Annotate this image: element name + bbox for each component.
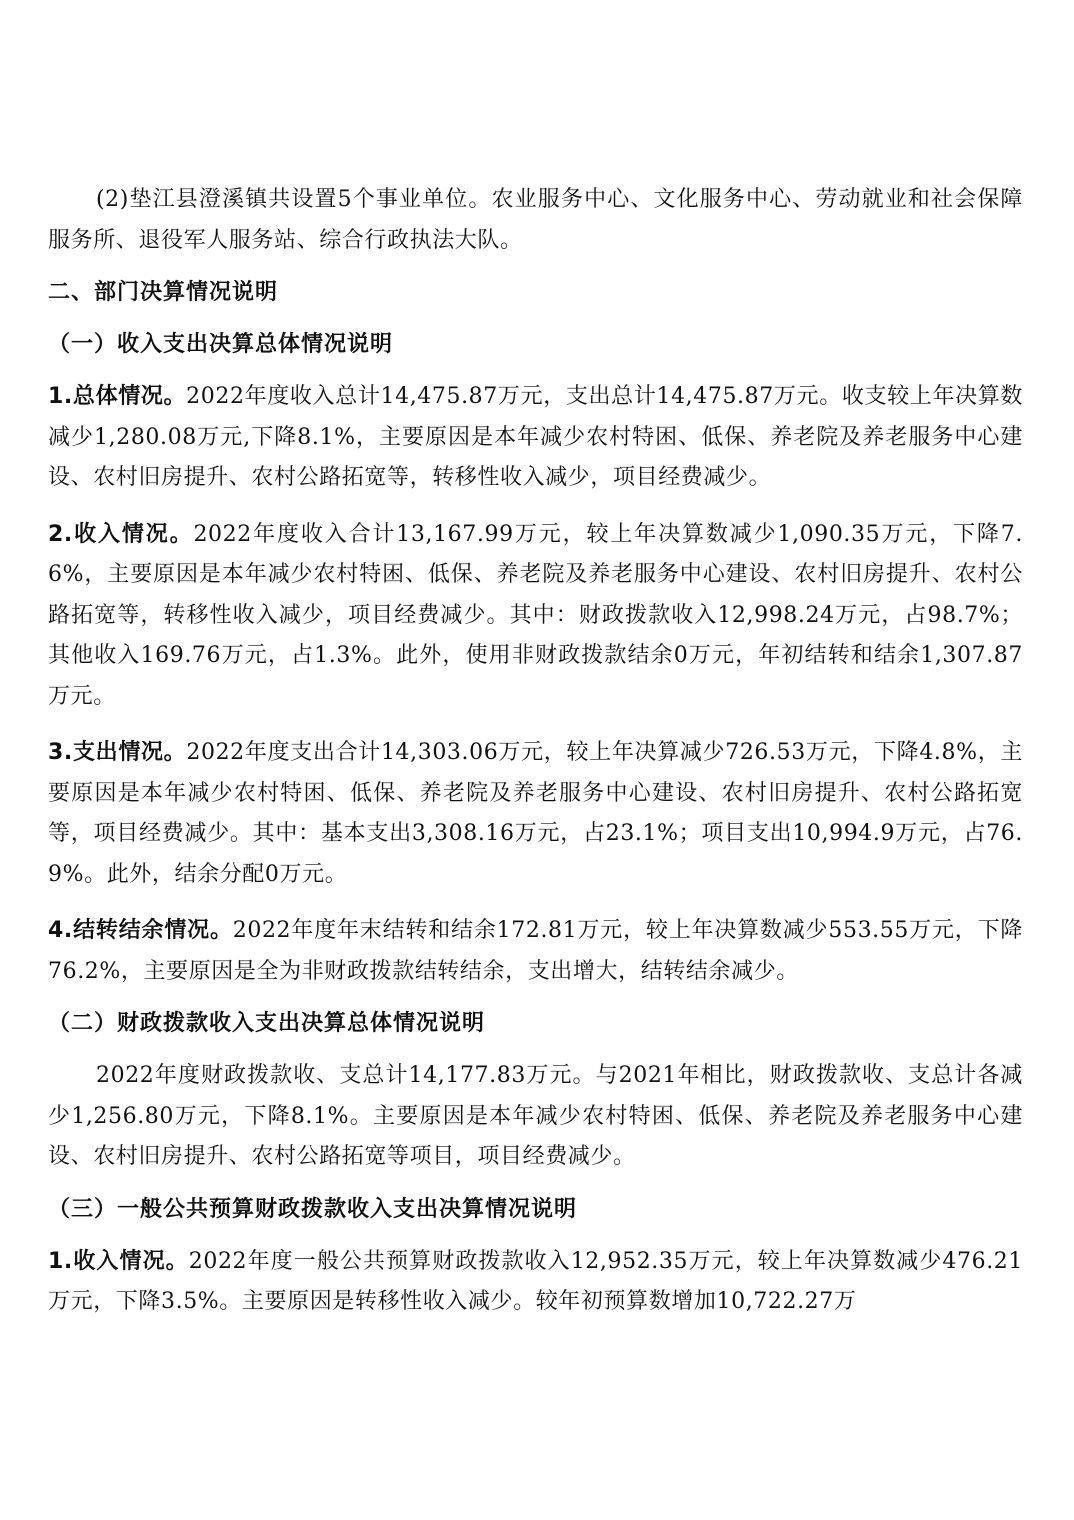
subsection-heading-3: （三）一般公共预算财政拨款收入支出决算情况说明 <box>48 1196 578 1222</box>
item-lead: 2.收入情况。 <box>48 521 194 547</box>
paragraph-carryover <box>48 911 1023 992</box>
item-text: 2022年度年末结转和结余172.81万元，较上年决算数减少553.55万元，下降76.2%，主要原因是全为非财政拨款结转结余，支出增大，结转结余减少。 <box>48 918 1024 984</box>
item-text: 2022年度一般公共预算财政拨款收入12,952.35万元，较上年决算数减少476.21万元，下降3.5%。主要原因是转移性收入减少。较年初预算数增加10,722.27万 <box>48 1248 1023 1314</box>
item-lead: 1.总体情况。 <box>48 384 187 409</box>
item-lead: 4.结转结余情况。 <box>48 918 233 943</box>
section-heading-2: 二、部门决算情况说明 <box>48 280 279 305</box>
document-body <box>48 180 1023 1323</box>
paragraph-general-budget-income <box>48 1242 1023 1323</box>
subsection-heading-2: （二）财政拨款收入支出决算总体情况说明 <box>48 1011 486 1036</box>
paragraph-institutions: (2)垫江县澄溪镇共设置5个事业单位。农业服务中心、文化服务中心、劳动就业和社会保障服务所、退役军人服务站、综合行政执法大队。 <box>48 187 1023 253</box>
item-text: 2022年度收入总计14,475.87万元，支出总计14,475.87万元。收支较上年决算数减少1,280.08万元,下降8.1%，主要原因是本年减少农村特困、低保、养老院及养老服务中心建设、农村旧房提升、农村公路拓宽等，转移性收入减少，项目经费减少。 <box>48 384 1023 490</box>
paragraph-expenditure <box>48 733 1023 895</box>
item-text: 2022年度收入合计13,167.99万元，较上年决算数减少1,090.35万元，下降7.6%，主要原因是本年减少农村特困、低保、养老院及养老服务中心建设、农村旧房提升、农村公路拓宽等，转移性收入减少，项目经费减少。其中：财政拨款收入12,998.24万元，占98.7%；其他收入169.76万元，占1.3%。此外，使用非财政拨款结余0万元，年初结转和结余1,307.87万元。 <box>48 521 1023 709</box>
item-lead: 3.支出情况。 <box>48 740 187 765</box>
paragraph-fiscal-appropriation: 2022年度财政拨款收、支总计14,177.83万元。与2021年相比，财政拨款收、支总计各减少1,256.80万元，下降8.1%。主要原因是本年减少农村特困、低保、养老院及养老服务中心建设、农村旧房提升、农村公路拓宽等项目，项目经费减少。 <box>48 1063 1023 1169</box>
item-lead: 1.收入情况。 <box>48 1248 189 1274</box>
paragraph-overall <box>48 377 1023 499</box>
item-text: 2022年度支出合计14,303.06万元，较上年决算减少726.53万元，下降4.8%，主要原因是本年减少农村特困、低保、养老院及养老服务中心建设、农村旧房提升、农村公路拓宽等，项目经费减少。其中：基本支出3,308.16万元，占23.1%；项目支出10,994.9万元，占76.9%。此外，结余分配0万元。 <box>48 740 1023 887</box>
paragraph-income <box>48 515 1023 718</box>
subsection-heading-1: （一）收入支出决算总体情况说明 <box>48 332 394 357</box>
